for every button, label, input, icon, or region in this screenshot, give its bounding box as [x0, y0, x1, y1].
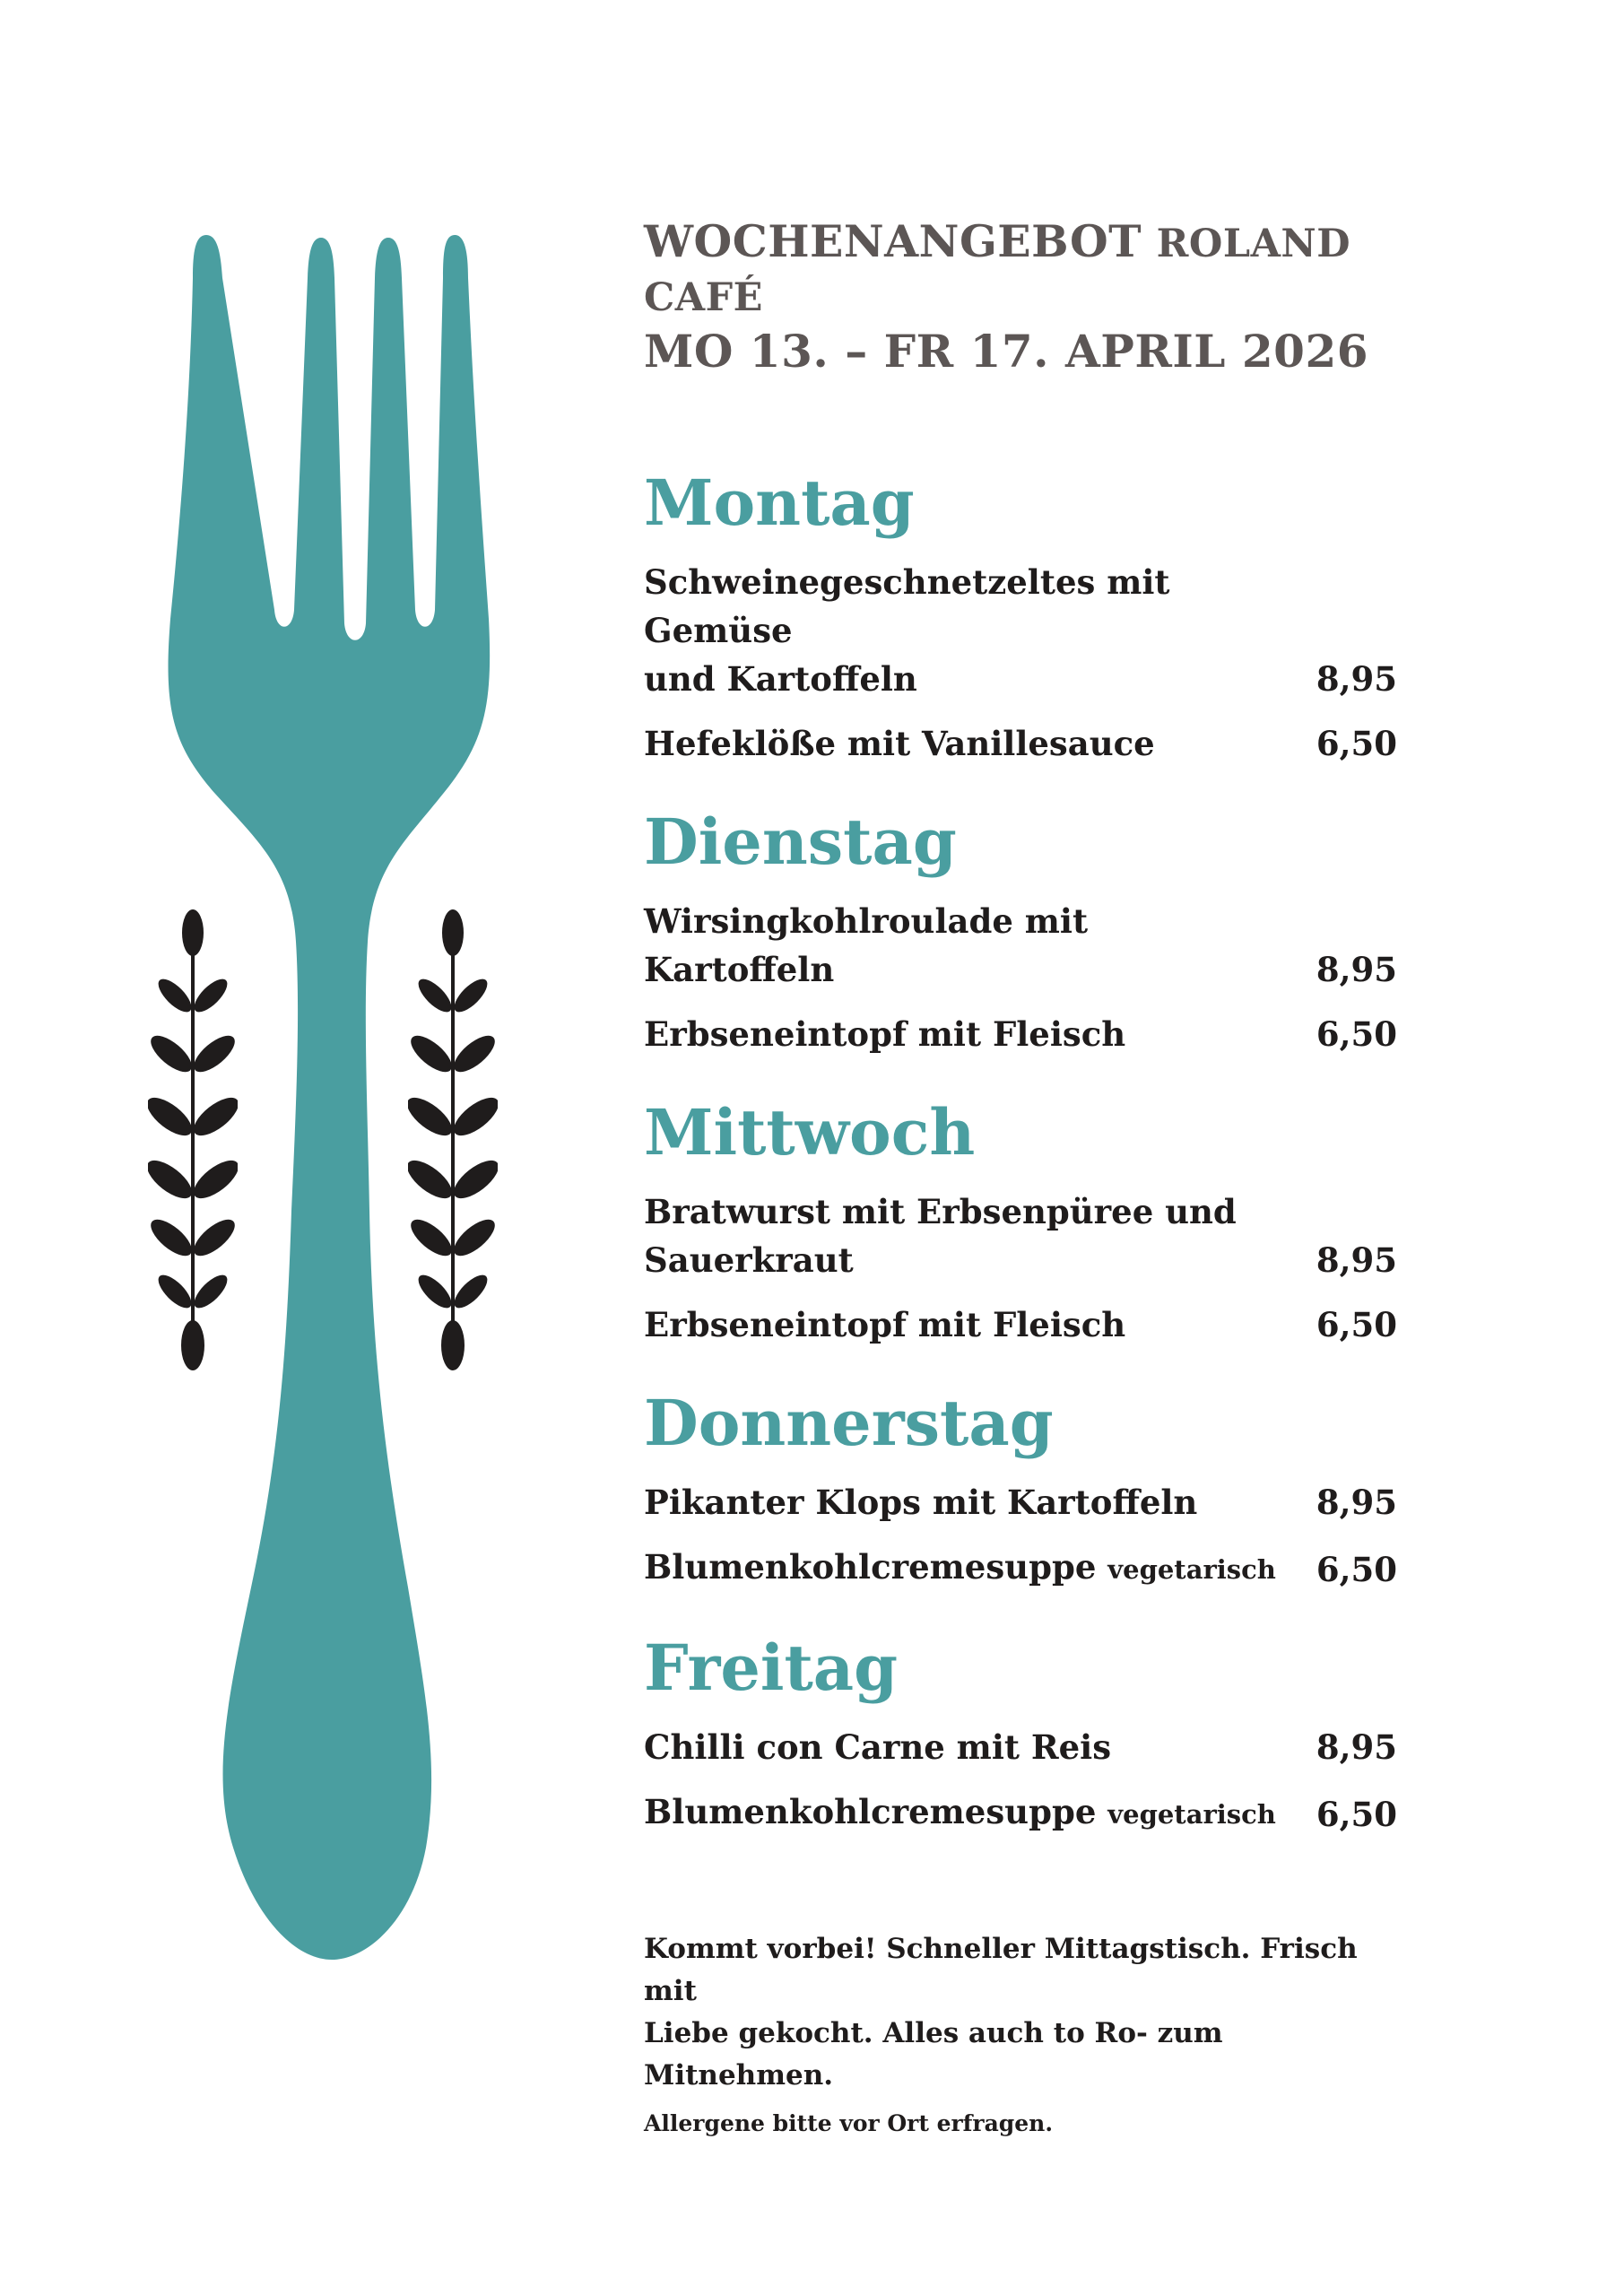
dish-price: 6,50	[1316, 724, 1397, 763]
day-tuesday	[644, 804, 1397, 1058]
dish-name: Hefeklöße mit Vanillesauce	[644, 724, 1155, 763]
leaf-sprig-icon	[408, 906, 498, 1372]
dish-item	[644, 1010, 1397, 1058]
dish-name-text: Blumenkohlcremesuppe	[644, 1547, 1097, 1587]
dish-item	[644, 1478, 1397, 1526]
dish-name-text: Blumenkohlcremesuppe	[644, 1792, 1097, 1831]
dish-name: Erbseneintopf mit Fleisch	[644, 1014, 1126, 1054]
day-thursday	[644, 1385, 1397, 1594]
menu-dates: MO 13. – FR 17. APRIL 2026	[644, 325, 1369, 378]
dish-price: 8,95	[1316, 950, 1397, 989]
dish-price: 6,50	[1316, 1550, 1397, 1589]
dish-name-cont: Sauerkraut	[644, 1240, 854, 1280]
dish-item	[644, 719, 1397, 768]
dish-item	[644, 1187, 1397, 1284]
dish-price: 8,95	[1316, 659, 1397, 699]
dish-item	[644, 897, 1397, 994]
dish-name: Schweinegeschnetzeltes mit Gemüse	[644, 562, 1170, 650]
day-wednesday	[644, 1094, 1397, 1349]
dish-price: 6,50	[1316, 1014, 1397, 1054]
menu-title-part2: ROLAND CAFÉ	[644, 222, 1351, 320]
dish-name-cont: und Kartoffeln	[644, 659, 917, 699]
menu-content	[644, 215, 1397, 2142]
footer-line: Kommt vorbei! Schneller Mittagstisch. Frisch mit	[644, 1933, 1358, 2007]
dish-name: Pikanter Klops mit Kartoffeln	[644, 1483, 1198, 1522]
dish-price: 6,50	[1316, 1795, 1397, 1834]
menu-footer	[644, 1928, 1397, 2142]
day-friday	[644, 1630, 1397, 1839]
dish-name: Bratwurst mit Erbsenpüree und	[644, 1192, 1237, 1231]
dish-name	[644, 1543, 1290, 1594]
leaf-sprig-icon	[148, 906, 238, 1372]
dish-tag-vegetarian: vegetarisch	[1107, 1554, 1276, 1585]
menu-title	[644, 215, 1397, 324]
dish-item	[644, 558, 1397, 703]
dish-price: 8,95	[1316, 1240, 1397, 1280]
footer-line: Liebe gekocht. Alles auch to Ro- zum Mitnehmen.	[644, 2017, 1223, 2092]
dish-name: Chilli con Carne mit Reis	[644, 1727, 1112, 1767]
dish-name: Erbseneintopf mit Fleisch	[644, 1305, 1126, 1344]
dish-item	[644, 1300, 1397, 1349]
dish-item	[644, 1723, 1397, 1771]
dish-name	[644, 1787, 1290, 1839]
dish-price: 8,95	[1316, 1483, 1397, 1522]
day-title: Dienstag	[644, 804, 957, 879]
dish-tag-vegetarian: vegetarisch	[1107, 1799, 1276, 1830]
day-title: Mittwoch	[644, 1095, 976, 1170]
dish-price: 8,95	[1316, 1727, 1397, 1767]
menu-title-part1: WOCHENANGEBOT	[644, 215, 1142, 267]
allergen-note: Allergene bitte vor Ort erfragen.	[644, 2110, 1054, 2136]
dish-item	[644, 1543, 1397, 1594]
dish-item	[644, 1787, 1397, 1839]
menu-header	[644, 215, 1397, 379]
day-title: Montag	[644, 465, 915, 540]
day-title: Donnerstag	[644, 1386, 1054, 1460]
footer-text	[644, 1928, 1397, 2097]
dish-price: 6,50	[1316, 1305, 1397, 1344]
day-monday	[644, 465, 1397, 768]
day-title: Freitag	[644, 1631, 899, 1705]
dish-name: Wirsingkohlroulade mit Kartoffeln	[644, 901, 1089, 989]
